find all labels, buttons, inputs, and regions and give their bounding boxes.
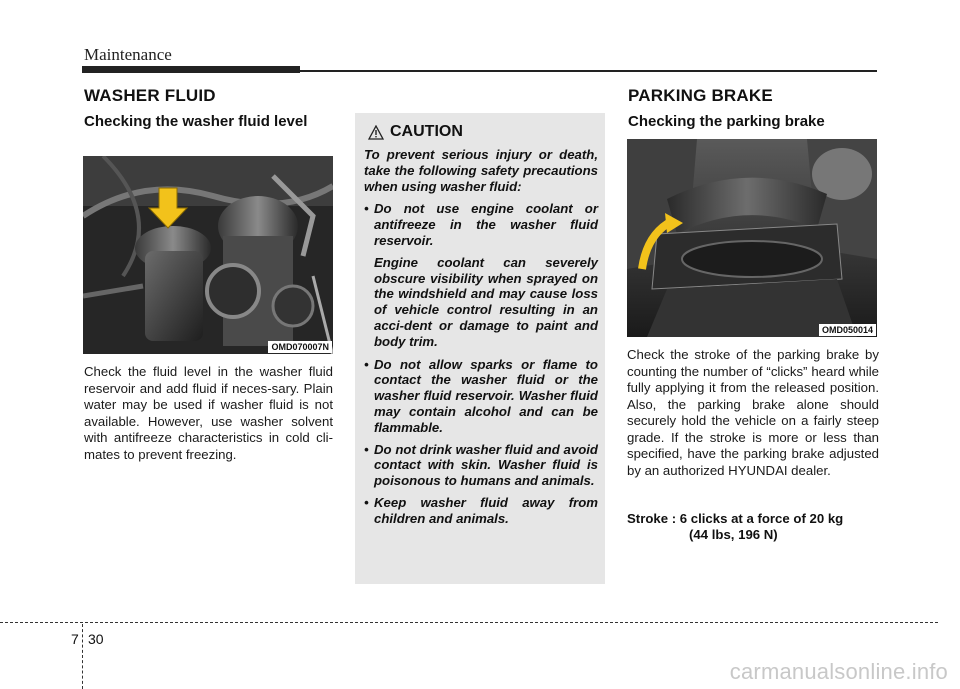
caution-intro: To prevent serious injury or death, take the following safety precautions when using washer fluid: [364, 147, 598, 194]
parking-figure-code: OMD050014 [819, 324, 876, 336]
parking-section-title: PARKING BRAKE [628, 86, 773, 105]
washer-subtitle: Checking the washer fluid level [84, 113, 308, 130]
caution-item: • Do not drink washer fluid and avoid contact with skin. Washer fluid is poisonous to humans and animals. [364, 441, 598, 489]
console-illustration [627, 139, 877, 337]
caution-item-detail: Engine coolant can severely obscure visibility when sprayed on the windshield and may cause loss of vehicle control resulting in an acci-dent or damage to paint and body trim. [374, 254, 598, 349]
engine-bay-illustration [83, 156, 333, 354]
warning-triangle-icon [368, 125, 384, 140]
washer-reservoir-figure [83, 156, 333, 354]
caution-body [364, 147, 598, 533]
running-header: Maintenance [84, 45, 172, 64]
stroke-spec-line2: (44 lbs, 196 N) [689, 527, 778, 542]
stroke-spec [627, 511, 879, 543]
page-number: 30 [88, 631, 104, 647]
caution-item: • Do not allow sparks or flame to contact the washer fluid or the washer fluid reservoir. Washer fluid may contain alcohol and can be flammable. [364, 356, 598, 435]
caution-item: • Keep washer fluid away from children and animals. [364, 494, 598, 526]
header-rule-thick [82, 66, 300, 73]
bullet-icon: • [364, 201, 369, 217]
parking-body-text: Check the stroke of the parking brake by counting the number of “clicks” heard while fully applying it from the released position. Also, the parking brake alone should securely hold the vehicle on a fairly steep grade. If the stroke is more or less than specified, have the parking brake adjusted by an authorized HYUNDAI dealer. [627, 347, 879, 478]
caution-item: • Do not use engine coolant or antifreeze in the washer fluid reservoir. [364, 201, 598, 248]
caution-box [355, 113, 605, 584]
bullet-icon: • [364, 441, 369, 457]
washer-section-title: WASHER FLUID [84, 86, 216, 105]
washer-figure-code: OMD070007N [268, 341, 332, 353]
caution-title: CAUTION [390, 123, 463, 140]
chapter-number: 7 [71, 631, 79, 647]
caution-header [368, 121, 463, 143]
parking-subtitle: Checking the parking brake [628, 113, 825, 130]
bullet-icon: • [364, 494, 369, 510]
watermark: carmanualsonline.info [729, 659, 948, 684]
footer-dashed-rule [0, 622, 938, 623]
header-rule-thin [300, 70, 877, 72]
washer-body-text: Check the fluid level in the washer fluid reservoir and add fluid if neces-sary. Plain water may be used if washer fluid is not available. However, use washer solvent with antifreeze characteristics in cold cli-mates to prevent freezing. [84, 364, 333, 462]
stroke-spec-line1: Stroke : 6 clicks at a force of 20 kg [627, 511, 844, 526]
parking-brake-figure [627, 139, 877, 337]
bullet-icon: • [364, 356, 369, 372]
footer-vertical-rule [82, 624, 83, 689]
